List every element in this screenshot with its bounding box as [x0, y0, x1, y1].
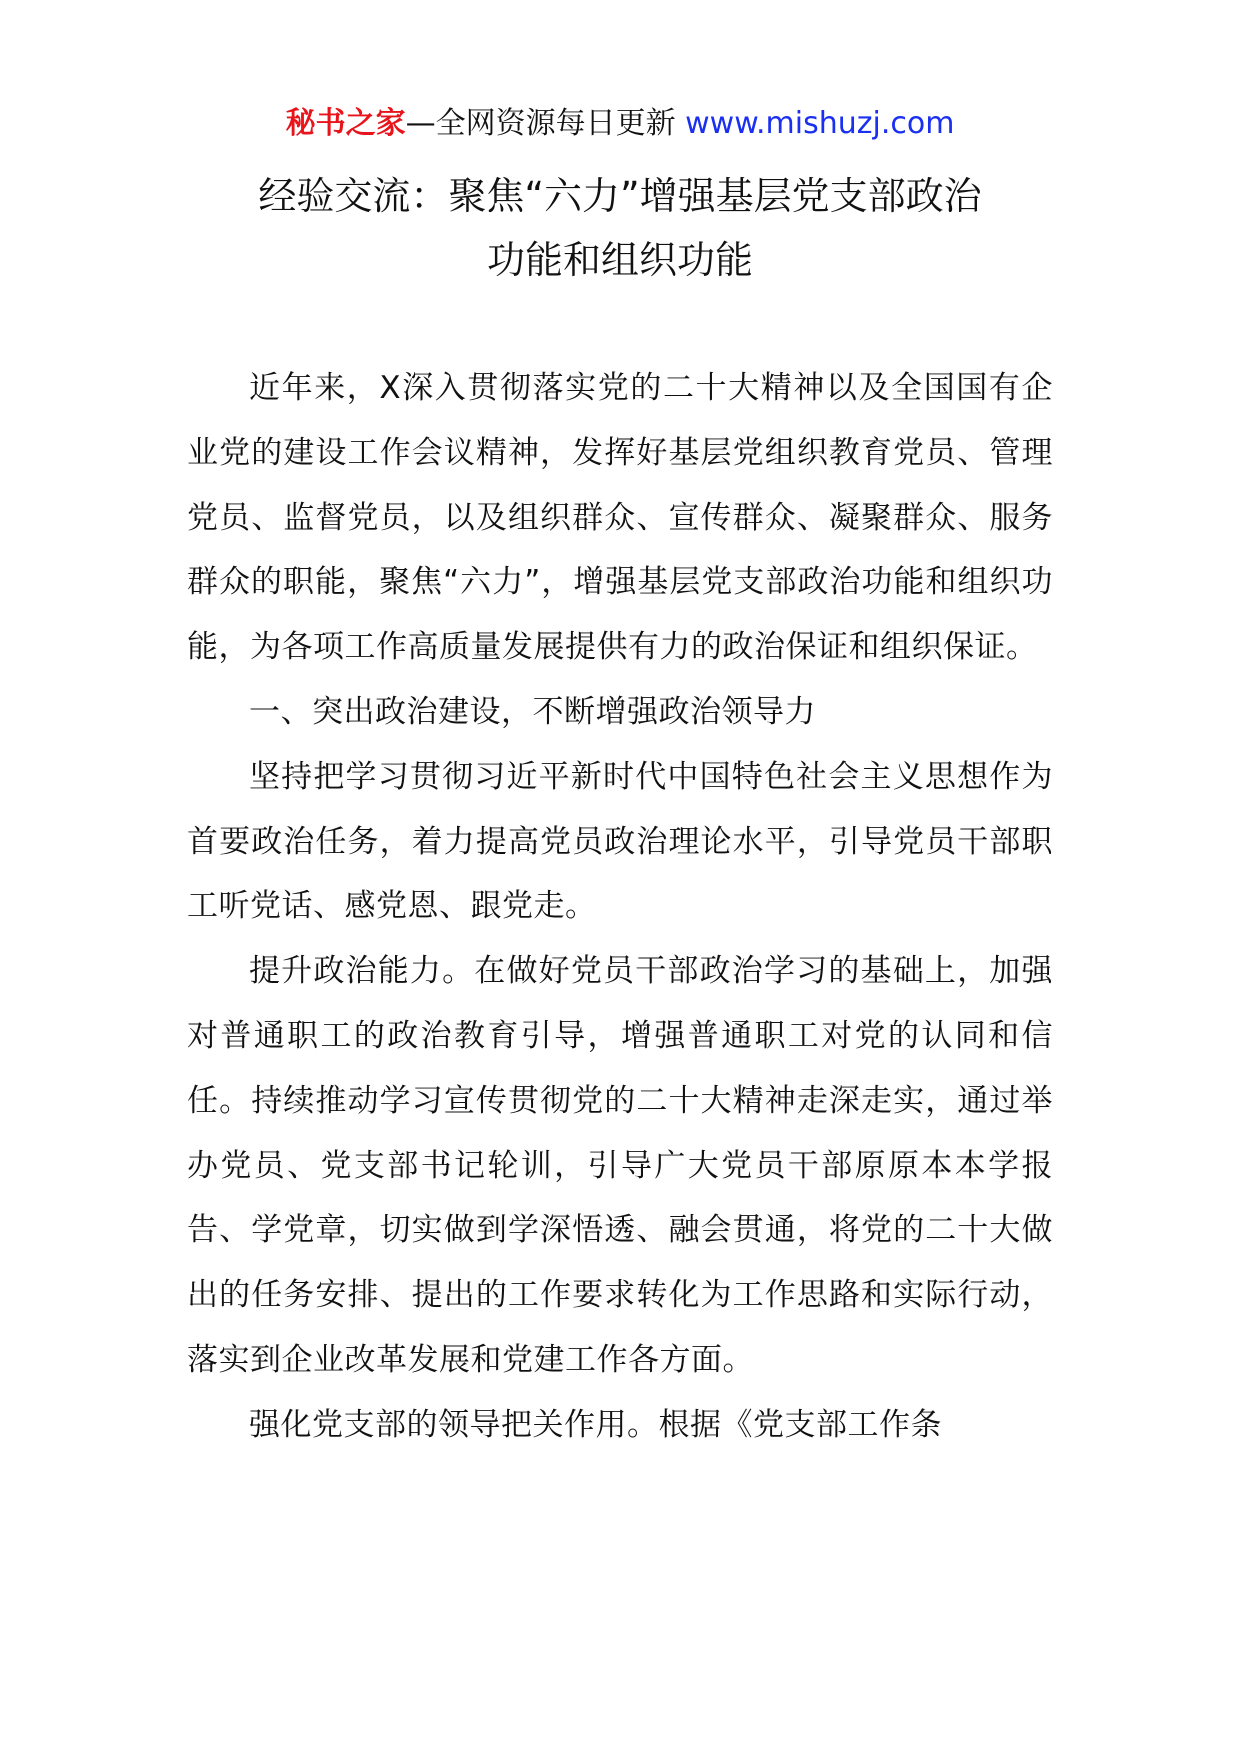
body-paragraph: 坚持把学习贯彻习近平新时代中国特色社会主义思想作为首要政治任务，着力提高党员政治理论水平，引导党员干部职工听党话、感党恩、跟党走。: [187, 758, 1053, 925]
document-title: [150, 164, 1090, 292]
site-header: [0, 104, 1240, 144]
body-paragraph: 提升政治能力。在做好党员干部政治学习的基础上，加强对普通职工的政治教育引导，增强普通职工对党的认同和信任。持续推动学习宣传贯彻党的二十大精神走深走实，通过举办党员、党支部书记轮训，引导广大党员干部原原本本学报告、学党章，切实做到学深悟透、融会贯通，将党的二十大做出的任务安排、提出的工作要求转化为工作思路和实际行动，落实到企业改革发展和党建工作各方面。: [187, 953, 1053, 1378]
intro-paragraph: 近年来，X深入贯彻落实党的二十大精神以及全国国有企业党的建设工作会议精神，发挥好基层党组织教育党员、管理党员、监督党员，以及组织群众、宣传群众、凝聚群众、服务群众的职能，聚焦“六力”，增强基层党支部政治功能和组织功能，为各项工作高质量发展提供有力的政治保证和组织保证。: [187, 370, 1053, 666]
title-line-2: 功能和组织功能: [486, 238, 753, 282]
section-heading-1: 一、突出政治建设，不断增强政治领导力: [249, 693, 816, 730]
body-paragraph: 强化党支部的领导把关作用。根据《党支部工作条: [249, 1406, 942, 1443]
document-body: [187, 356, 1053, 1458]
header-slogan: —全网资源每日更新: [405, 106, 676, 141]
title-line-1: 经验交流：聚焦“六力”增强基层党支部政治: [258, 174, 982, 218]
site-url-link[interactable]: www.mishuzj.com: [685, 106, 955, 141]
brand-name: 秘书之家: [285, 106, 406, 141]
